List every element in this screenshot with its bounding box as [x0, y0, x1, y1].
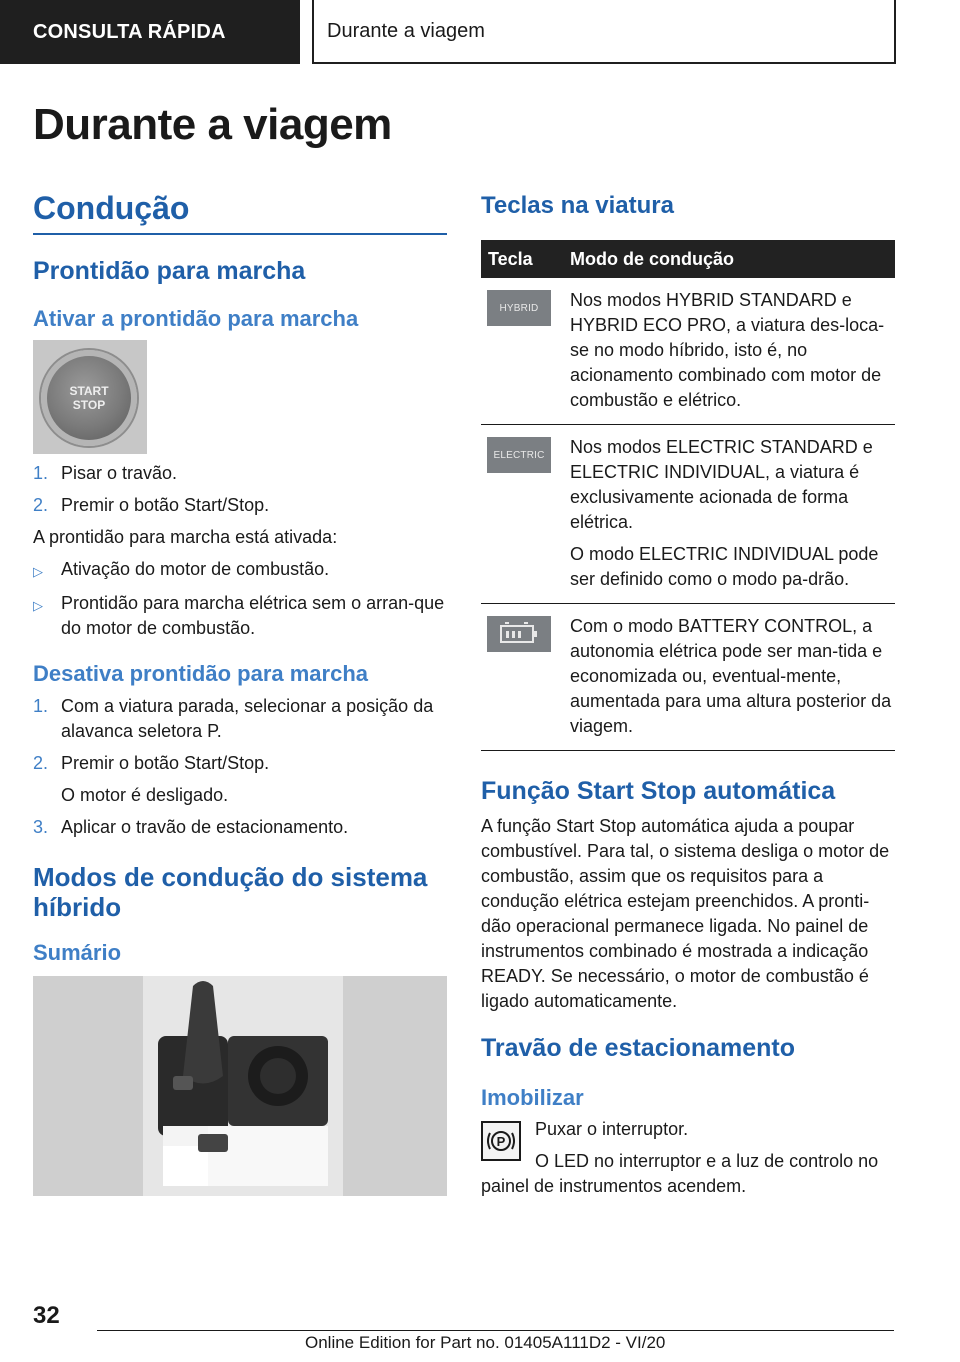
list-item: 3. Aplicar o travão de estacionamento.: [33, 817, 349, 837]
heading-teclas: Teclas na viatura: [481, 192, 674, 219]
heading-conducao: Condução: [33, 190, 447, 235]
section-tab: [0, 0, 300, 64]
triangle-bullet-icon: ▷: [33, 564, 43, 579]
start-stop-icon: START STOP: [41, 350, 137, 446]
list-item: O motor é desligado.: [61, 785, 229, 805]
heading-modos: Modos de condução do sistema híbrido: [33, 862, 428, 922]
triangle-bullet-icon: ▷: [33, 598, 43, 613]
chapter-label: Durante a viagem: [327, 19, 485, 42]
bullet-item: ▷ Prontidão para marcha elétrica sem o arran-que do motor de combustão.: [33, 591, 447, 641]
battery-icon: [499, 622, 539, 646]
table-cell: Com o modo BATTERY CONTROL, a autonomia elétrica pode ser man-tida e economizada ou, eventual-mente, aumentada para uma altura posterior da viagem.: [570, 616, 892, 736]
table-row: [481, 278, 895, 425]
table-cell: O modo ELECTRIC INDIVIDUAL pode ser definido como o modo pa-drão.: [570, 544, 879, 589]
table-row: [481, 604, 895, 751]
column-header: Modo de condução: [570, 248, 734, 269]
imobilizar-block: [481, 1117, 895, 1199]
table-cell: Nos modos ELECTRIC STANDARD e ELECTRIC INDIVIDUAL, a viatura é exclusivamente acionada de forma elétrica.: [570, 437, 873, 532]
footer-divider: [97, 1330, 894, 1331]
list-item: 2. Premir o botão Start/Stop.: [33, 753, 270, 773]
page-title: Durante a viagem: [33, 100, 392, 149]
paragraph: A prontidão para marcha está ativada:: [33, 527, 338, 547]
center-console-image: [33, 976, 447, 1196]
table-row: [481, 425, 895, 604]
section-label: CONSULTA RÁPIDA: [33, 20, 226, 43]
console-illustration: [33, 976, 447, 1196]
table-header: [481, 240, 895, 278]
page-number: 32: [33, 1302, 60, 1329]
heading-prontidao: Prontidão para marcha: [33, 257, 306, 285]
hybrid-key-icon: HYBRID: [487, 290, 551, 326]
list-item: 2. Premir o botão Start/Stop.: [33, 495, 270, 515]
list-item: 1. Com a viatura parada, selecionar a posição da alavanca seletora P.: [33, 696, 434, 741]
heading-ativar: Ativar a prontidão para marcha: [33, 306, 359, 331]
svg-text:P: P: [496, 1134, 506, 1149]
heading-funcao: Função Start Stop automática: [481, 777, 836, 805]
paragraph: Puxar o interruptor.: [535, 1119, 689, 1139]
heading-travao: Travão de estacionamento: [481, 1034, 796, 1062]
parking-brake-icon: [481, 1121, 521, 1161]
table-cell: Nos modos HYBRID STANDARD e HYBRID ECO PRO, a viatura des-loca-se no modo híbrido, isto é, no acionamento combinado com motor de combustão e elétrico.: [570, 290, 885, 410]
edition-note: Online Edition for Part no. 01405A111D2 - VI/20: [305, 1333, 666, 1352]
paragraph: O LED no interruptor e a luz de controlo no painel de instrumentos acendem.: [481, 1151, 879, 1196]
bullet-item: ▷ Ativação do motor de combustão.: [33, 557, 447, 584]
start-stop-button-image: [33, 340, 147, 454]
list-item: 1. Pisar o travão.: [33, 463, 178, 483]
heading-desativa: Desativa prontidão para marcha: [33, 661, 369, 686]
left-column: [33, 190, 447, 1196]
heading-sumario: Sumário: [33, 940, 122, 965]
column-header: Tecla: [488, 248, 533, 269]
paragraph: A função Start Stop automática ajuda a poupar combustível. Para tal, o sistema desliga o motor de combustão, assim que os requisitos para a condução elétrica estejam preenchidos. A pronti-dão operacional permanece ligada. No painel de instrumentos combinado é mostrada a indicação READY. Se necessário, o motor de combustão é ligado automaticamente.: [481, 816, 890, 1011]
battery-control-key-icon: [487, 616, 551, 652]
electric-key-icon: ELECTRIC: [487, 437, 551, 473]
chapter-tab: [312, 0, 896, 64]
right-column: [481, 192, 895, 1199]
heading-imobilizar: Imobilizar: [481, 1085, 584, 1110]
